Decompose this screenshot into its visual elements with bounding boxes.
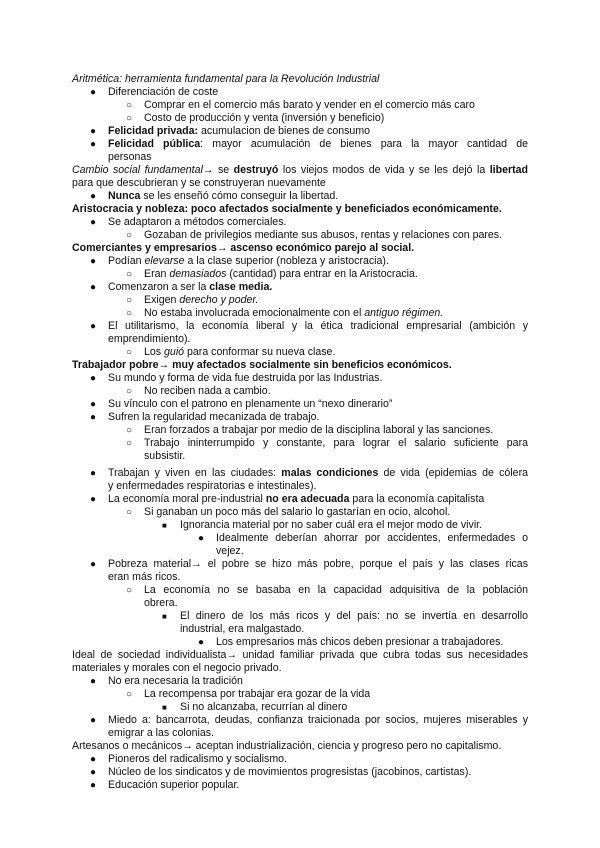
text-run: Ignorancia material por no saber cuál era el mejor modo de vivir. (180, 519, 483, 531)
text-run: Podían (108, 255, 145, 267)
list-item (126, 268, 528, 281)
text-run: Diferenciación de coste (108, 86, 219, 98)
list-item (126, 506, 528, 519)
bullet-level1-icon: ● (90, 373, 97, 384)
list-item (126, 437, 528, 450)
bullet-level2-icon: ○ (126, 100, 133, 111)
bullet-level1-icon: ● (90, 715, 97, 726)
text-run: Idealmente deberían ahorrar por accidentes, enfermedades o (216, 532, 528, 544)
bullet-level2-icon: ○ (126, 438, 133, 449)
paragraph-line (72, 177, 528, 190)
list-item (126, 385, 528, 398)
list-item (90, 411, 528, 424)
text-run: Trabajo ininterrumpido y constante, para lograr el salario suficiente para (144, 437, 528, 449)
bullet-level2-icon: ○ (126, 347, 133, 358)
text-run: Costo de producción y venta (inversión y beneficio) (144, 112, 385, 124)
bullet-level3-icon: ■ (162, 703, 167, 712)
paragraph-line (72, 164, 528, 177)
paragraph-line (108, 480, 528, 493)
bullet-level2-icon: ○ (126, 689, 133, 700)
bullet-level1-icon: ● (90, 282, 97, 293)
list-item (126, 99, 528, 112)
text-run: La recompensa por trabajar era gozar de la vida (144, 688, 371, 700)
text-run: Felicidad pública (108, 138, 201, 150)
text-run: Ideal de sociedad individualista→ unidad familiar privada que cubra todas sus necesidades (72, 649, 528, 661)
text-run: La economía no se basaba en la capacidad adquisitiva de la población (144, 584, 528, 596)
text-run: No reciben nada a cambio. (144, 385, 271, 397)
text-run: Los empresarios más chicos deben presionar a trabajadores. (216, 636, 504, 648)
paragraph-line (108, 333, 528, 346)
list-item (198, 636, 528, 649)
list-item (90, 766, 528, 779)
text-run: a la clase superior (nobleza y aristocracia). (184, 255, 389, 267)
bullet-level2-icon: ○ (126, 269, 133, 280)
text-run: Comerciantes y empresarios→ ascenso económico parejo al social. (72, 242, 415, 254)
bullet-level1-icon: ● (90, 767, 97, 778)
paragraph-line (108, 571, 528, 584)
text-run: Felicidad privada: (108, 125, 199, 137)
paragraph-line (180, 623, 528, 636)
bullet-level1-icon: ● (90, 87, 97, 98)
paragraph-line (72, 242, 528, 255)
list-item (162, 610, 528, 623)
text-run: Su vínculo con el patrono en plenamente un “nexo dinerario” (108, 398, 393, 410)
text-run: Si no alcanzaba, recurrían al dinero (180, 701, 348, 713)
text-run: No era necesaria la tradición (108, 675, 243, 687)
text-run: Aristocracia y nobleza: poco afectados socialmente y beneficiados económicamente. (72, 203, 502, 215)
text-run: clase media. (209, 281, 273, 293)
text-run: materiales y morales con el negocio privado. (72, 662, 282, 674)
text-run: Trabajan y viven en las ciudades: (108, 467, 282, 479)
text-run: Núcleo de los sindicatos y de movimientos progresistas (jacobinos, cartistas). (108, 766, 472, 778)
text-run: → se (202, 164, 234, 176)
text-run: : mayor acumulación de bienes para la mayor cantidad de (200, 138, 529, 150)
bullet-level1-icon: ● (90, 676, 97, 687)
list-item (198, 532, 528, 545)
list-item (90, 125, 528, 138)
bullet-level1-icon: ● (90, 468, 97, 479)
text-run: para que descubrieran y se construyeran nuevamente (72, 177, 326, 189)
bullet-level1-icon: ● (90, 494, 97, 505)
text-run: Pobreza material→ el pobre se hizo más pobre, porque el país y las clases ricas (108, 558, 528, 570)
bullet-level2-icon: ○ (126, 230, 133, 241)
paragraph-line (108, 727, 528, 740)
text-run: El dinero de los más ricos y del país: no se invertía en desarrollo (180, 610, 528, 622)
text-run: libertad (489, 164, 528, 176)
text-run: Eran (144, 268, 170, 280)
text-run: personas (108, 151, 152, 163)
bullet-level1-icon: ● (90, 399, 97, 410)
paragraph-line (144, 450, 528, 463)
text-run: Trabajador pobre→ muy afectados socialmente sin beneficios económicos. (72, 359, 452, 371)
text-run: Eran forzados a trabajar por medio de la disciplina laboral y las sanciones. (144, 424, 494, 436)
bullet-level1-icon: ● (90, 780, 97, 791)
text-run: eran más ricos. (108, 571, 181, 583)
text-run: Educación superior popular. (108, 779, 240, 791)
bullet-level1-icon: ● (90, 321, 97, 332)
bullet-level2-icon: ○ (126, 386, 133, 397)
text-run: Artesanos o mecánicos→ aceptan industrialización, ciencia y progreso pero no capitalismo. (72, 740, 502, 752)
text-run: no era adecuada (265, 493, 350, 505)
text-run: (cantidad) para entrar en la Aristocracia. (226, 268, 418, 280)
paragraph-line (216, 545, 528, 558)
paragraph-line (108, 151, 528, 164)
text-run: acumulacion de bienes de consumo (198, 125, 371, 137)
list-item (90, 86, 528, 99)
bullet-level2-icon: ○ (126, 295, 133, 306)
list-item (90, 138, 529, 151)
list-item (90, 216, 528, 229)
bullet-level2-icon: ○ (126, 308, 133, 319)
paragraph-line (144, 597, 528, 610)
text-run: y enfermedades respiratorias e intestinales). (108, 480, 317, 492)
bullet-level1-icon: ● (90, 754, 97, 765)
paragraph-line (72, 740, 528, 753)
text-run: Pioneros del radicalismo y socialismo. (108, 753, 287, 765)
paragraph-line (72, 662, 528, 675)
bullet-level4-icon: ● (198, 533, 205, 544)
list-item (126, 346, 528, 359)
paragraph-line (72, 359, 528, 372)
bullet-level2-icon: ○ (126, 113, 133, 124)
bullet-level1-icon: ● (90, 191, 97, 202)
bullet-level1-icon: ● (90, 412, 97, 423)
text-run: guió (164, 346, 185, 358)
list-item (162, 519, 528, 532)
list-item (90, 281, 528, 294)
text-run: emigrar a las colonias. (108, 727, 214, 739)
text-run: Aritmética: herramienta fundamental para la Revolución Industrial (72, 73, 380, 85)
list-item (126, 584, 528, 597)
bullet-level1-icon: ● (90, 139, 97, 150)
text-run: Comprar en el comercio más barato y vender en el comercio más caro (144, 99, 475, 111)
bullet-level3-icon: ■ (162, 612, 167, 621)
list-item (90, 372, 528, 385)
bullet-level4-icon: ● (198, 637, 205, 648)
text-run: Su mundo y forma de vida fue destruida por las Industrias. (108, 372, 383, 384)
text-run: Se adaptaron a métodos comerciales. (108, 216, 287, 228)
text-run: Nunca (108, 190, 141, 202)
text-run: subsistir. (144, 450, 186, 462)
list-item (90, 779, 528, 792)
bullet-level1-icon: ● (90, 559, 97, 570)
list-item (90, 190, 528, 203)
list-item (90, 255, 528, 268)
list-item (90, 753, 528, 766)
text-run: para la economía capitalista (349, 493, 485, 505)
bullet-level2-icon: ○ (126, 507, 133, 518)
text-run: para conformar su nueva clase. (184, 346, 336, 358)
text-run: industrial, era malgastado. (180, 623, 305, 635)
paragraph-line (72, 203, 528, 216)
list-item (162, 701, 528, 714)
bullet-level1-icon: ● (90, 126, 97, 137)
list-item (90, 558, 528, 571)
text-run: El utilitarismo, la economía liberal y la ética tradicional empresarial (ambición y (108, 320, 528, 332)
list-item (126, 688, 528, 701)
text-run: Los (144, 346, 165, 358)
paragraph-line (72, 73, 528, 86)
list-item (90, 675, 528, 688)
text-run: Miedo a: bancarrota, deudas, confianza traicionada por socios, mujeres miserables y (108, 714, 528, 726)
text-run: emprendimiento). (108, 333, 191, 345)
text-run: malas condiciones (281, 467, 379, 479)
bullet-level2-icon: ○ (126, 585, 133, 596)
text-run: elevarse (144, 255, 185, 267)
paragraph-line (72, 649, 528, 662)
bullet-level2-icon: ○ (126, 425, 133, 436)
text-run: Comenzaron a ser la (108, 281, 210, 293)
list-item (126, 424, 528, 437)
text-run: destruyó (233, 164, 279, 176)
text-run: Gozaban de privilegios mediante sus abusos, rentas y relaciones con pares. (144, 229, 503, 241)
bullet-level1-icon: ● (90, 217, 97, 228)
bullet-level3-icon: ■ (162, 521, 167, 530)
list-item (90, 714, 528, 727)
list-item (126, 112, 528, 125)
bullet-level1-icon: ● (90, 256, 97, 267)
text-run: demasiados (169, 268, 227, 280)
text-run: Cambio social fundamental (72, 164, 203, 176)
text-run: se les enseñó cómo conseguir la libertad. (140, 190, 339, 202)
text-run: La economía moral pre-industrial (108, 493, 266, 505)
text-run: de vida (epidemias de cólera (378, 467, 528, 479)
list-item (90, 467, 528, 480)
list-item (126, 294, 528, 307)
text-run: derecho y poder. (179, 294, 259, 306)
text-run: Si ganaban un poco más del salario lo gastarían en ocio, alcohol. (144, 506, 451, 518)
list-item (126, 229, 528, 242)
list-item (90, 398, 528, 411)
text-run: No estaba involucrada emocionalmente con el (144, 307, 365, 319)
list-item (90, 320, 528, 333)
text-run: obrera. (144, 597, 178, 609)
text-run: Sufren la regularidad mecanizada de trabajo. (108, 411, 320, 423)
list-item (90, 493, 528, 506)
list-item (126, 307, 528, 320)
text-run: los viejos modos de vida y se les dejó la (278, 164, 490, 176)
text-run: Exigen (144, 294, 180, 306)
text-run: antiguo régimen. (364, 307, 444, 319)
text-run: vejez. (216, 545, 244, 557)
